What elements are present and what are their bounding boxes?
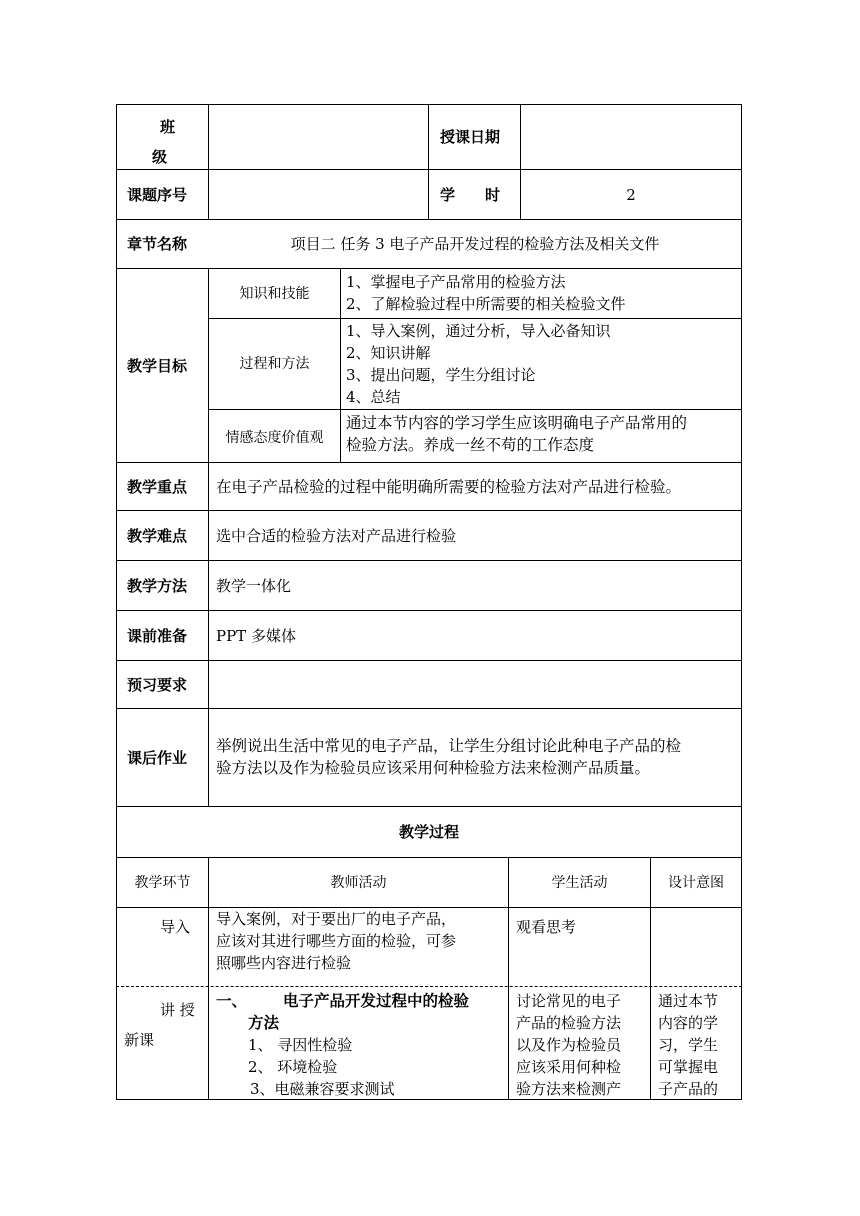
chapter-value: 项目二 任务 3 电子产品开发过程的检验方法及相关文件 (290, 235, 660, 253)
lecture-stage: 讲 授 新课 (124, 1001, 195, 1049)
chapter-label: 章节名称 (127, 235, 188, 253)
lecture-teacher: 一、 电子产品开发过程中的检验 方法 1、 寻因性检验 2、 环境检验 3、电磁兼容要求测试 (216, 990, 506, 1100)
intro-teacher: 导入案例，对于要出厂的电子产品， 应该对其进行哪些方面的检验，可参 照哪些内容进行检验 (216, 910, 457, 972)
lecture-student: 讨论常见的电子 产品的检验方法 以及作为检验员 应该采用何种检 验方法来检测产 (516, 992, 622, 1098)
method-value: 教学一体化 (216, 576, 292, 595)
lecture-intent: 通过本节 内容的学 习，学生 可掌握电 子产品的 (658, 992, 719, 1098)
process-method-label: 过程和方法 (239, 356, 310, 372)
process-method-value: 1、导入案例，通过分析，导入必备知识 2、知识讲解 3、提出问题，学生分组讨论 4、总结 (346, 322, 611, 406)
focus-label: 教学重点 (127, 477, 188, 496)
method-label: 教学方法 (127, 576, 188, 595)
date-value[interactable] (521, 105, 741, 169)
difficulty-label: 教学难点 (127, 526, 188, 545)
intro-stage: 导入 (160, 918, 191, 936)
intro-student: 观看思考 (516, 918, 577, 936)
col-stage: 教学环节 (134, 874, 191, 891)
class-label: 班 级 (152, 118, 176, 166)
process-title: 教学过程 (398, 823, 459, 841)
objectives-label: 教学目标 (127, 356, 188, 375)
seq-value[interactable] (209, 170, 428, 219)
focus-value: 在电子产品检验的过程中能明确所需要的检验方法对产品进行检验。 (216, 477, 682, 496)
hours-value: 2 (626, 185, 636, 204)
preview-value[interactable] (216, 661, 741, 708)
knowledge-label: 知识和技能 (239, 285, 310, 302)
difficulty-value: 选中合适的检验方法对产品进行检验 (216, 526, 457, 545)
col-intent: 设计意图 (668, 874, 724, 891)
knowledge-value: 1、掌握电子产品常用的检验方法 2、了解检验过程中所需要的相关检验文件 (346, 273, 626, 313)
emotion-label: 情感态度价值观 (225, 430, 324, 446)
date-label: 授课日期 (440, 128, 501, 146)
homework-value: 举例说出生活中常见的电子产品，让学生分组讨论此种电子产品的检 验方法以及作为检验员应该采用何种检验方法来检测产品质量。 (216, 737, 682, 777)
emotion-value: 通过本节内容的学习学生应该明确电子产品常用的 检验方法。养成一丝不苟的工作态度 (346, 414, 688, 454)
class-value[interactable] (209, 105, 428, 169)
preview-label: 预习要求 (127, 675, 188, 694)
lecture-heading: 一、 电子产品开发过程中的检验 (216, 992, 470, 1010)
prep-value: PPT 多媒体 (216, 626, 296, 645)
homework-label: 课后作业 (127, 748, 188, 767)
hours-label: 学 时 (440, 185, 501, 204)
prep-label: 课前准备 (127, 626, 188, 645)
col-student: 学生活动 (551, 874, 608, 891)
seq-label: 课题序号 (127, 185, 188, 204)
col-teacher: 教师活动 (330, 874, 387, 891)
